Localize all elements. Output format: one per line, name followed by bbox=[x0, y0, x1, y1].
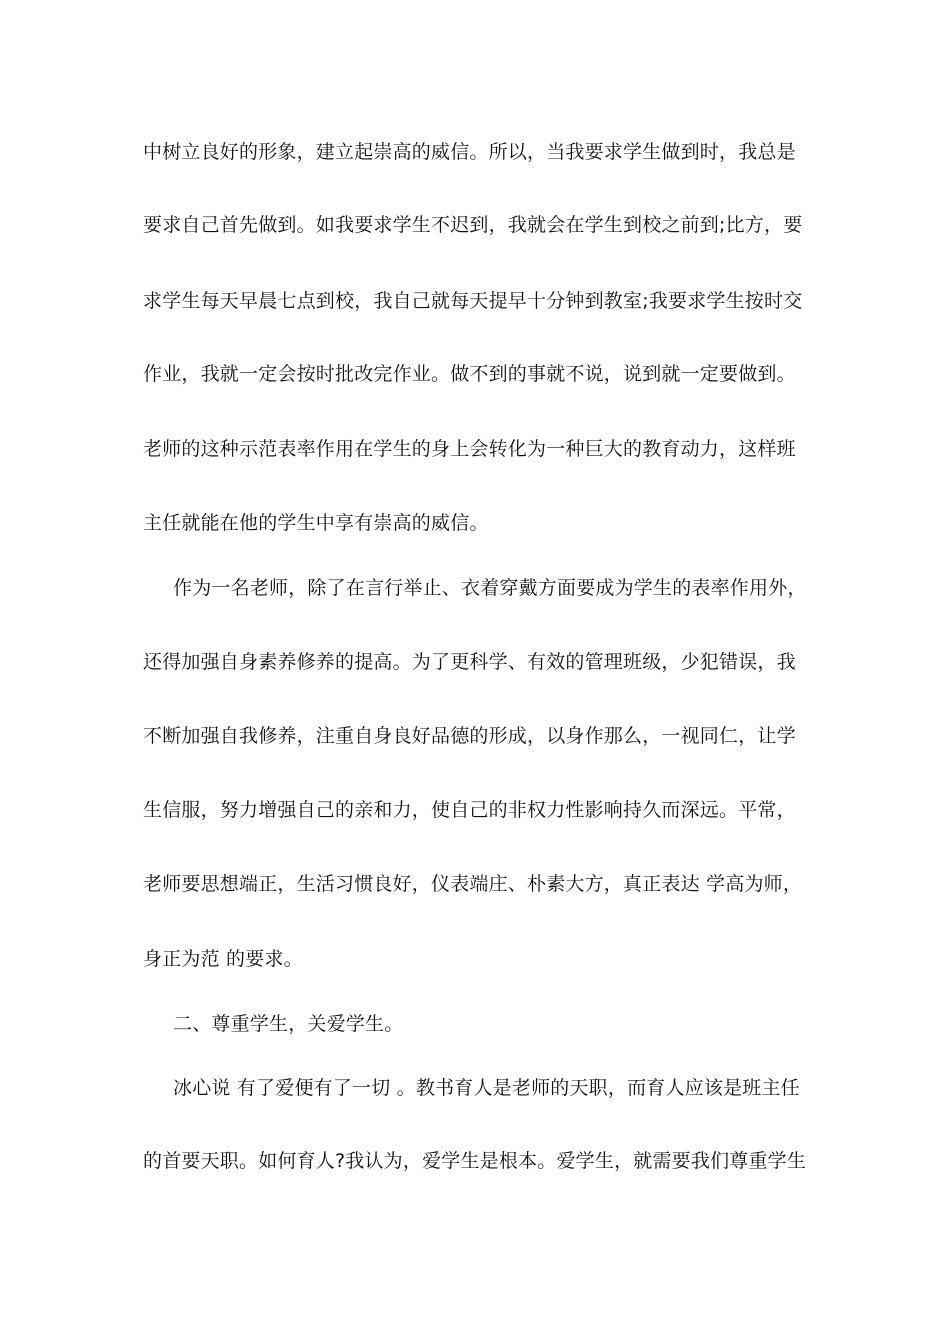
text-line: 要求自己首先做到。如我要求学生不迟到，我就会在学生到校之前到;比方，要 bbox=[143, 214, 803, 236]
text-line: 老师的这种示范表率作用在学生的身上会转化为一种巨大的教育动力，这样班 bbox=[143, 438, 796, 460]
text-line: 生信服，努力增强自己的亲和力，使自己的非权力性影响持久而深远。平常， bbox=[143, 799, 796, 821]
paragraph-first-line: 冰心说 有了爱便有了一切 。教书育人是老师的天职，而育人应该是班主任 bbox=[173, 1077, 800, 1099]
text-line: 老师要思想端正，生活习惯良好，仪表端庄、朴素大方，真正表达 学高为师， bbox=[143, 873, 803, 895]
text-line: 作业，我就一定会按时批改完作业。做不到的事就不说，说到就一定要做到。 bbox=[143, 363, 796, 385]
section-heading: 二、尊重学生，关爱学生。 bbox=[173, 1013, 404, 1035]
paragraph-first-line: 作为一名老师，除了在言行举止、衣着穿戴方面要成为学生的表率作用外， bbox=[173, 577, 807, 599]
text-line: 身正为范 的要求。 bbox=[143, 948, 303, 970]
text-line: 不断加强自我修养，注重自身良好品德的形成，以身作那么，一视同仁，让学 bbox=[143, 725, 796, 747]
text-line: 中树立良好的形象，建立起崇高的威信。所以，当我要求学生做到时，我总是 bbox=[143, 141, 796, 163]
text-line: 的首要天职。如何育人?我认为，爱学生是根本。爱学生，就需要我们尊重学生 bbox=[143, 1150, 807, 1172]
text-line: 主任就能在他的学生中享有崇高的威信。 bbox=[143, 512, 489, 534]
text-line: 还得加强自身素养修养的提高。为了更科学、有效的管理班级，少犯错误，我 bbox=[143, 651, 796, 673]
text-line: 求学生每天早晨七点到校，我自己就每天提早十分钟到教室;我要求学生按时交 bbox=[143, 290, 803, 312]
